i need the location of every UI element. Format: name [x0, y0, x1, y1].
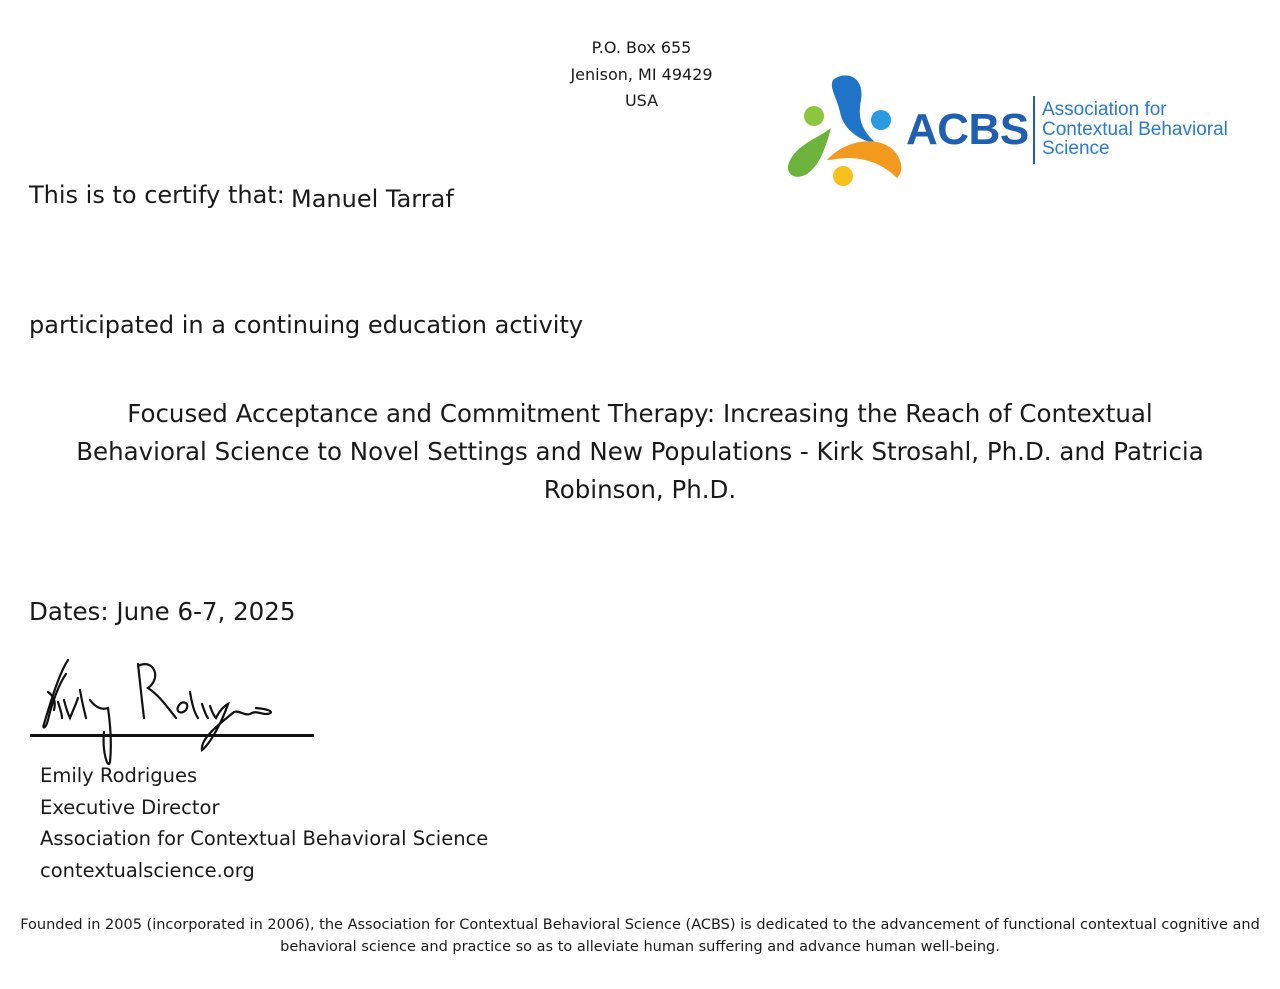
logo-acronym: ACBS: [906, 105, 1029, 154]
logo-divider: [1033, 96, 1035, 164]
logo-subtitle-line-1: Association for: [1042, 99, 1167, 120]
logo-subtitle-line-3: Science: [1042, 138, 1110, 159]
address-line-2: Jenison, MI 49429: [570, 64, 713, 84]
address-line-1: P.O. Box 655: [591, 38, 692, 57]
certify-label: This is to certify that:: [29, 181, 285, 209]
logo-light-blue-dot: [871, 110, 891, 130]
footer-mission-statement: Founded in 2005 (incorporated in 2006), the Association for Contextual Behavioral Science (ACBS) is dedicated to the advancement of functional contextual cognitive and behavioral science and practice so as to alleviate human suffering and advance human well-being.: [20, 917, 1260, 955]
signature-line: [30, 734, 314, 737]
signer-organization: Association for Contextual Behavioral Science: [40, 827, 489, 850]
logo-blue-swoosh: [832, 75, 877, 144]
logo-subtitle: [1042, 100, 1228, 159]
mailing-address: [540, 35, 743, 115]
handwritten-signature: [30, 652, 320, 772]
address-line-3: USA: [624, 91, 659, 110]
logo-yellow-dot: [833, 166, 853, 186]
course-title: Focused Acceptance and Commitment Therapy: Increasing the Reach of Contextual Behavioral Science to Novel Settings and New Populations - Kirk Strosahl, Ph.D. and Patricia Robinson, Ph.D.: [76, 399, 1204, 504]
activity-dates: Dates: June 6-7, 2025: [29, 597, 296, 626]
logo-green-swoosh: [788, 128, 831, 177]
recipient-name: Manuel Tarraf: [291, 185, 454, 213]
participation-statement: participated in a continuing education activity: [29, 311, 584, 339]
signer-title: Executive Director: [40, 795, 220, 819]
logo-green-dot: [804, 106, 824, 126]
signer-block: [40, 760, 488, 886]
signer-website: contextualscience.org: [40, 858, 255, 882]
logo-subtitle-line-2: Contextual Behavioral: [1042, 118, 1228, 140]
signer-name: Emily Rodrigues: [40, 764, 198, 787]
